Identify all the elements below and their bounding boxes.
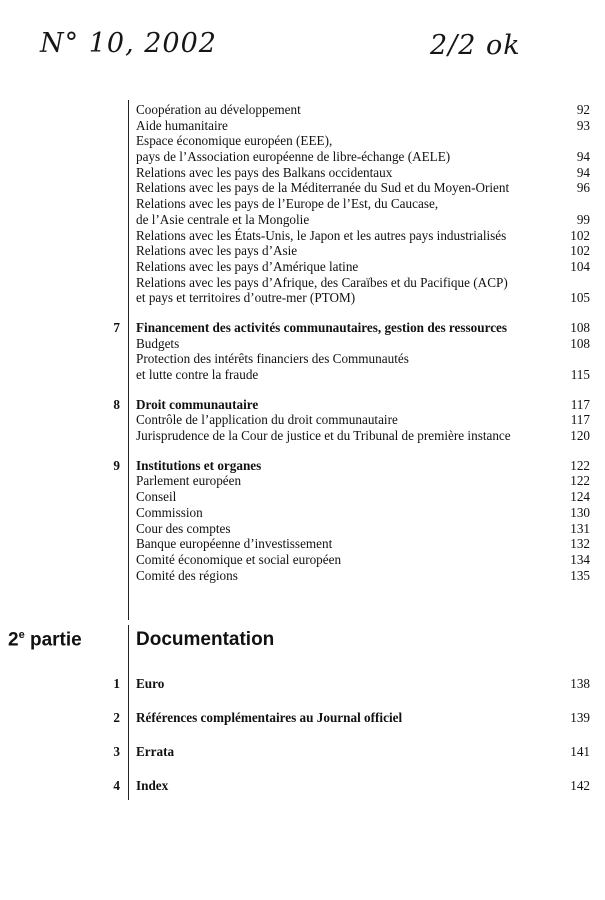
toc-entry	[0, 243, 605, 259]
toc-entry	[0, 275, 605, 291]
section-gap	[0, 444, 605, 458]
handwritten-issue-note: N° 10, 2002	[40, 28, 217, 59]
page-number: 94	[576, 149, 590, 165]
documentation-item	[0, 744, 605, 778]
entry-title: et pays et territoires d’outre-mer (PTOM)	[136, 290, 356, 306]
section-number: 9	[113, 457, 120, 473]
page-number: 94	[576, 164, 590, 180]
entry-title: Relations avec les États-Unis, le Japon et les autres pays industrialisés	[136, 227, 507, 243]
toc-entry	[0, 536, 605, 552]
page-number: 139	[570, 710, 590, 725]
entry-title: Espace économique européen (EEE),	[136, 133, 333, 149]
entry-title: Comité des régions	[136, 567, 238, 583]
section-heading: Institutions et organes	[136, 457, 262, 473]
page-number: 138	[570, 676, 590, 691]
toc-entry	[0, 428, 605, 444]
section-heading-row	[0, 320, 605, 336]
toc-entry	[0, 336, 605, 352]
entry-title: Budgets	[136, 335, 180, 351]
section-number: 7	[113, 319, 120, 335]
page-number: 141	[570, 744, 590, 759]
toc-entry	[0, 489, 605, 505]
section-heading-row	[0, 397, 605, 413]
part-word: partie	[24, 629, 82, 651]
page-number: 122	[570, 457, 590, 473]
page-number: 105	[570, 290, 590, 306]
toc-entry	[0, 228, 605, 244]
entry-title: Comité économique et social européen	[136, 551, 342, 567]
entry-title: Relations avec les pays d’Afrique, des Caraïbes et du Pacifique (ACP)	[136, 274, 508, 290]
page-number: 117	[570, 396, 590, 412]
entry-title: Relations avec les pays des Balkans occidentaux	[136, 164, 393, 180]
page-number: 135	[570, 567, 590, 583]
handwritten-check-note: 2/2 ok	[430, 30, 521, 61]
entry-title: Aide humanitaire	[136, 117, 228, 133]
documentation-item	[0, 676, 605, 710]
section-heading: Euro	[136, 676, 165, 691]
toc-entry	[0, 133, 605, 149]
page-number: 131	[570, 520, 590, 536]
part-number: 2	[8, 629, 19, 651]
entry-title: Relations avec les pays de la Méditerranée du Sud et du Moyen-Orient	[136, 180, 510, 196]
entry-title: Jurisprudence de la Cour de justice et du Tribunal de première instance	[136, 428, 511, 444]
documentation-list	[0, 676, 605, 812]
page-number: 117	[570, 412, 590, 428]
page-number: 134	[570, 551, 590, 567]
page-number: 120	[570, 428, 590, 444]
toc-entry	[0, 505, 605, 521]
section-number: 4	[113, 778, 120, 793]
page-number: 130	[570, 504, 590, 520]
page-number: 124	[570, 489, 590, 505]
entry-title: Parlement européen	[136, 473, 242, 489]
page-number: 93	[576, 117, 590, 133]
entry-title: Conseil	[136, 489, 177, 505]
entry-title: Cour des comptes	[136, 520, 231, 536]
entry-title: Commission	[136, 504, 203, 520]
toc-entry	[0, 521, 605, 537]
page-number: 92	[576, 102, 590, 117]
documentation-item	[0, 710, 605, 744]
section-heading: Droit communautaire	[136, 396, 259, 412]
entry-title: Relations avec les pays de l’Europe de l’Est, du Caucase,	[136, 196, 439, 212]
toc-entry	[0, 568, 605, 584]
entry-title: Banque européenne d’investissement	[136, 536, 333, 552]
entry-title: de l’Asie centrale et la Mongolie	[136, 211, 310, 227]
documentation-item	[0, 778, 605, 812]
toc-entry	[0, 102, 605, 118]
section-number: 8	[113, 396, 120, 412]
toc-entry	[0, 290, 605, 306]
page-number: 102	[570, 227, 590, 243]
toc-entry	[0, 196, 605, 212]
entry-title: Contrôle de l’application du droit communautaire	[136, 412, 398, 428]
section-heading: Index	[136, 778, 169, 793]
page-number: 102	[570, 243, 590, 259]
section-heading: Errata	[136, 744, 175, 759]
toc-entry	[0, 149, 605, 165]
table-of-contents	[0, 102, 605, 583]
page-number: 96	[576, 180, 590, 196]
toc-entry	[0, 367, 605, 383]
page-number: 142	[570, 778, 590, 793]
section-number: 2	[113, 710, 120, 725]
toc-entry	[0, 473, 605, 489]
section-heading-row	[0, 458, 605, 474]
entry-title: pays de l’Association européenne de libre-échange (AELE)	[136, 149, 451, 165]
entry-title: et lutte contre la fraude	[136, 367, 259, 382]
toc-entry	[0, 259, 605, 275]
section-gap	[0, 383, 605, 397]
page-number: 108	[570, 335, 590, 351]
section-gap	[0, 306, 605, 320]
page-number: 115	[570, 367, 590, 382]
entry-title: Relations avec les pays d’Asie	[136, 243, 298, 259]
page-number: 122	[570, 473, 590, 489]
toc-entry	[0, 552, 605, 568]
part-title: Documentation	[136, 629, 275, 650]
toc-entry	[0, 212, 605, 228]
toc-entry	[0, 118, 605, 134]
toc-entry	[0, 412, 605, 428]
entry-title: Coopération au développement	[136, 102, 301, 117]
toc-entry	[0, 165, 605, 181]
entry-title: Relations avec les pays d’Amérique latine	[136, 258, 359, 274]
page-number: 104	[570, 258, 590, 274]
section-heading: Financement des activités communautaires, gestion des ressources	[136, 319, 508, 335]
section-heading: Références complémentaires au Journal officiel	[136, 710, 403, 725]
part-ordinal-suffix: e	[18, 629, 25, 641]
page-number: 99	[576, 211, 590, 227]
section-number: 3	[113, 744, 120, 759]
entry-title: Protection des intérêts financiers des Communautés	[136, 351, 409, 367]
toc-entry	[0, 351, 605, 367]
section-number: 1	[113, 676, 120, 691]
page-number: 108	[570, 319, 590, 335]
toc-entry	[0, 180, 605, 196]
page-number: 132	[570, 536, 590, 552]
part-label	[8, 629, 82, 651]
